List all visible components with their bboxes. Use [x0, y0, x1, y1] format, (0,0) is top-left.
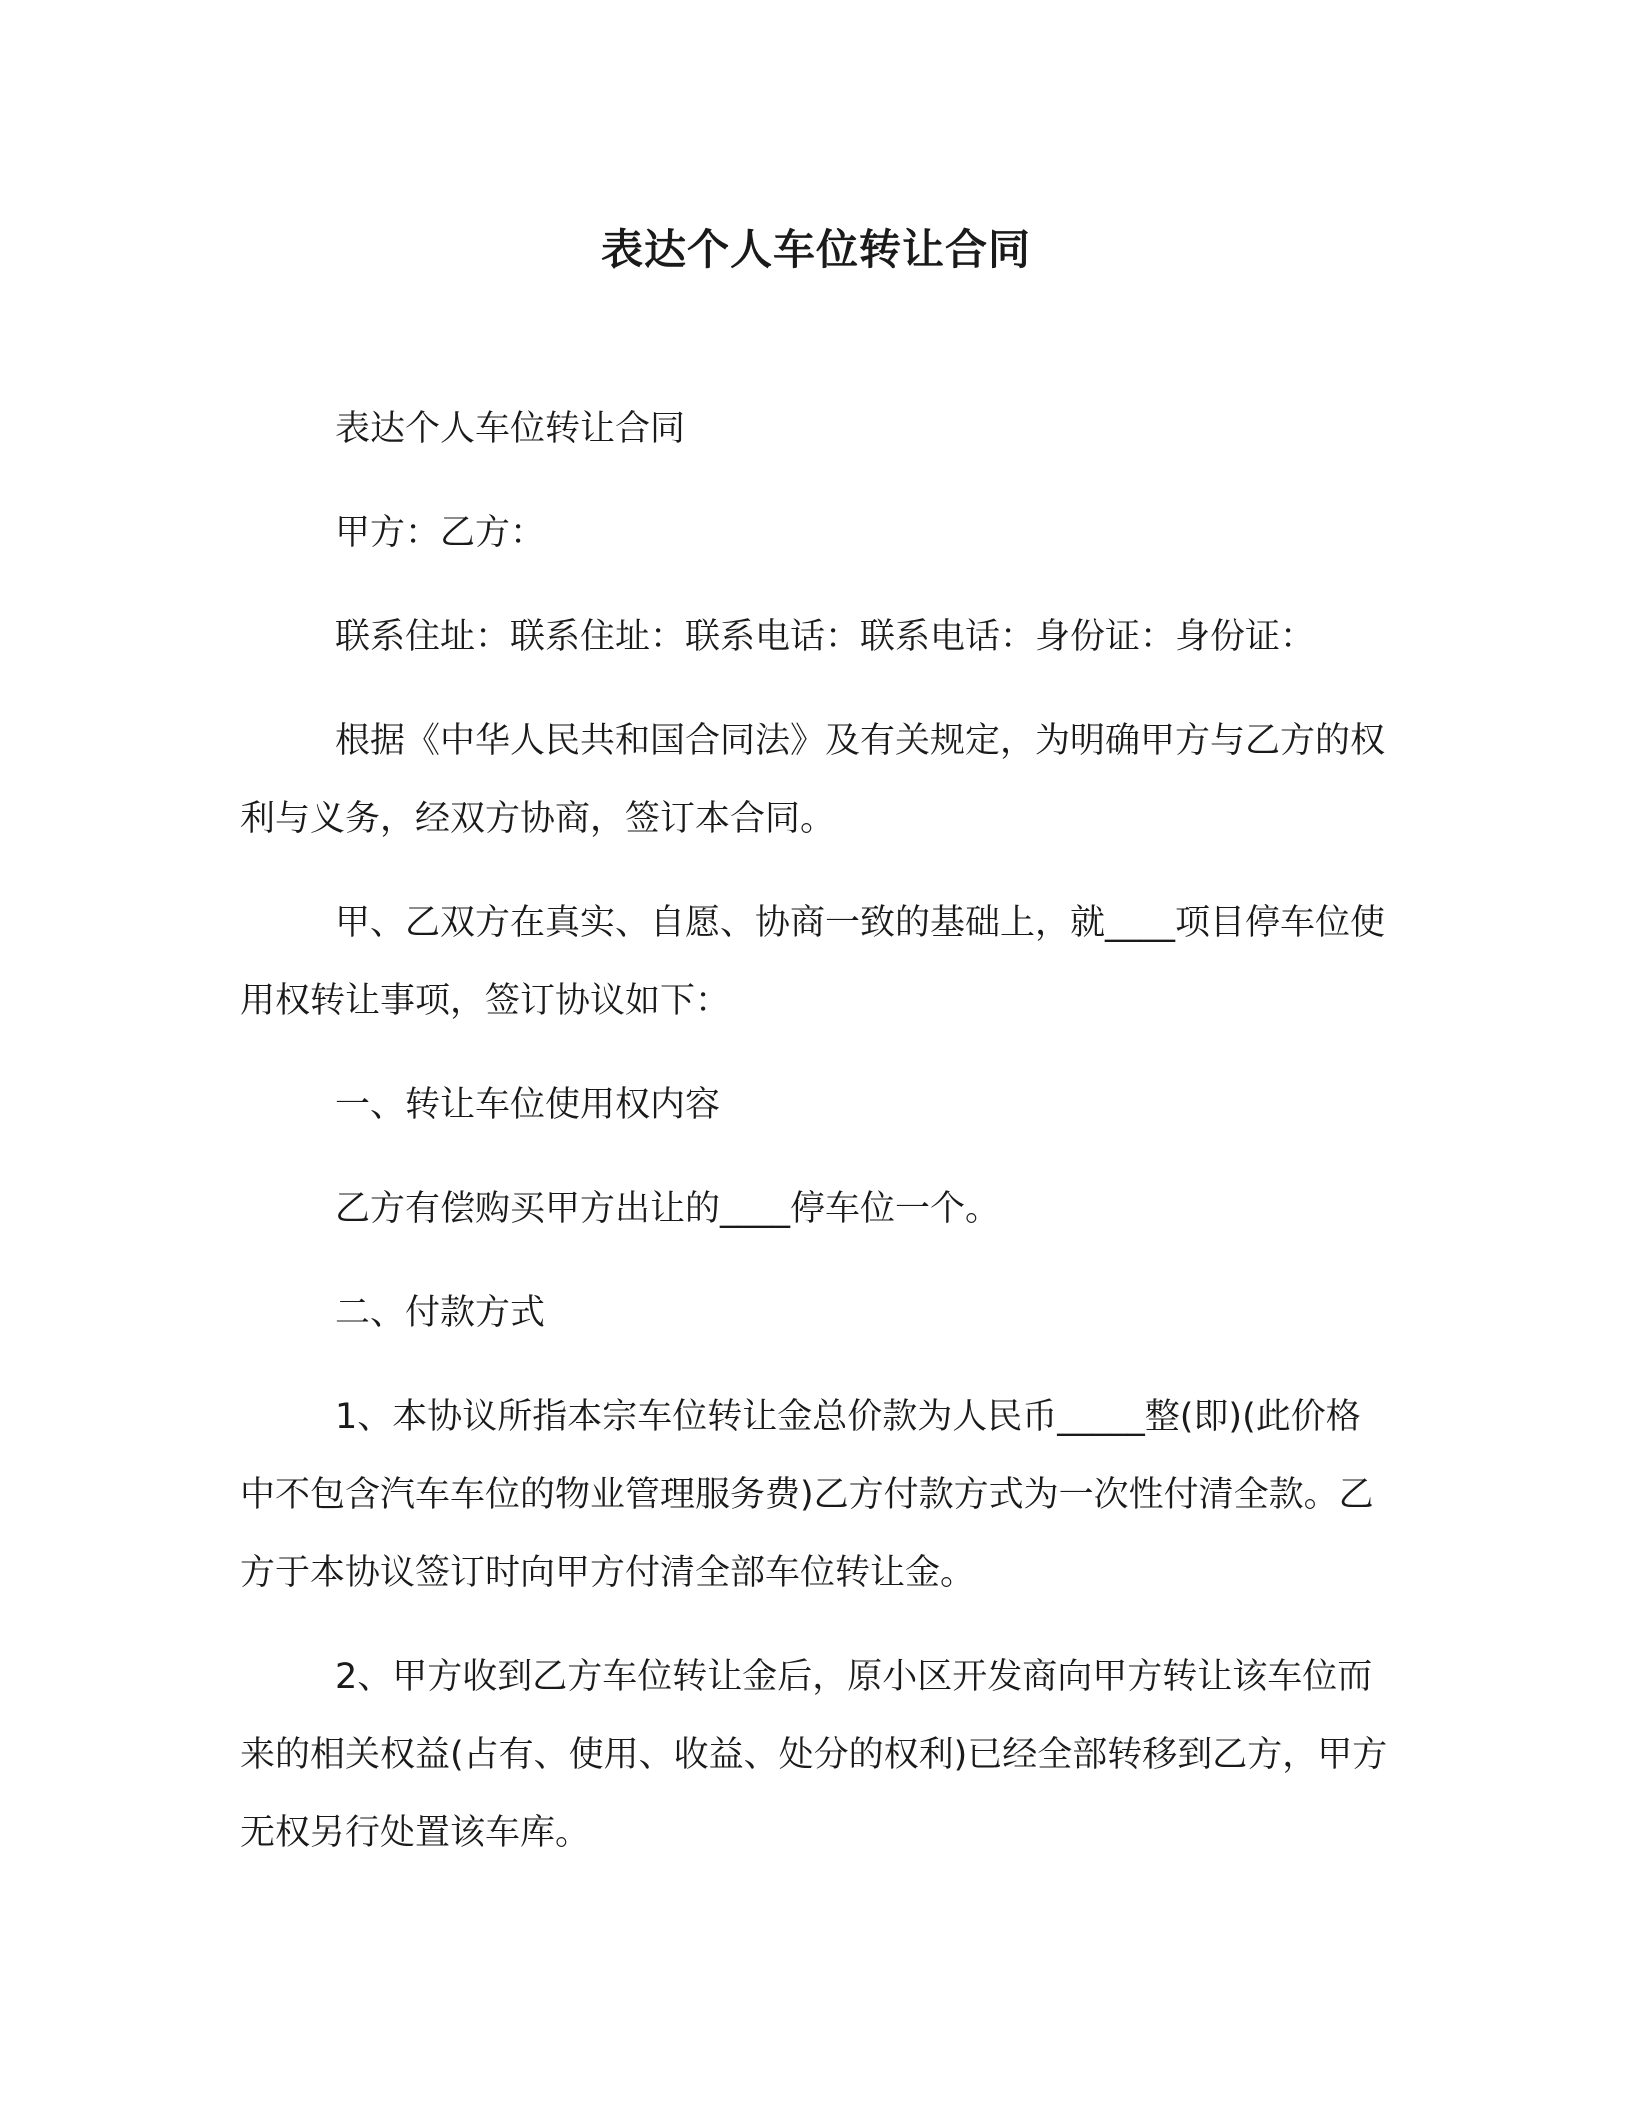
- paragraph-payment-clause-2: 2、甲方收到乙方车位转让金后，原小区开发商向甲方转让该车位而来的相关权益(占有、使用、收益、处分的权利)已经全部转移到乙方，甲方无权另行处置该车库。: [240, 1657, 1388, 1853]
- paragraph-agreement-intro: 甲、乙双方在真实、自愿、协商一致的基础上，就____项目停车位使用权转让事项，签订协议如下：: [240, 903, 1386, 1021]
- document-body: [240, 390, 1392, 1898]
- paragraph-parties: 甲方：乙方：: [335, 513, 546, 553]
- section-heading-payment: 二、付款方式: [335, 1293, 546, 1333]
- paragraph-legal-basis: 根据《中华人民共和国合同法》及有关规定，为明确甲方与乙方的权利与义务，经双方协商，签订本合同。: [240, 721, 1386, 839]
- paragraph-payment-clause-1: 1、本协议所指本宗车位转让金总价款为人民币_____整(即)(此价格中不包含汽车车位的物业管理服务费)乙方付款方式为一次性付清全款。乙方于本协议签订时向甲方付清全部车位转让金。: [240, 1397, 1374, 1593]
- section-heading-transfer: 一、转让车位使用权内容: [335, 1085, 721, 1125]
- paragraph-transfer-content: 乙方有偿购买甲方出让的____停车位一个。: [335, 1189, 1001, 1229]
- paragraph-heading: 表达个人车位转让合同: [335, 409, 686, 449]
- document-title: 表达个人车位转让合同: [600, 225, 1031, 274]
- paragraph-contact-info: 联系住址：联系住址：联系电话：联系电话：身份证：身份证：: [335, 617, 1316, 657]
